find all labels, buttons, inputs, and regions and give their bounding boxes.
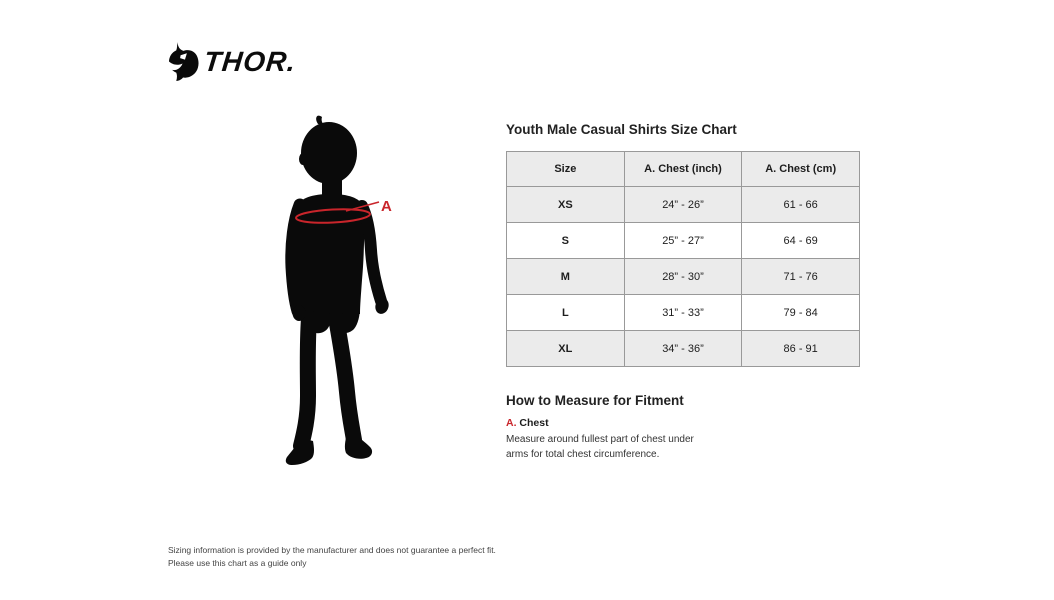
youth-silhouette-diagram	[270, 110, 460, 470]
measure-item-heading	[506, 417, 860, 429]
table-body	[507, 187, 860, 367]
disclaimer	[168, 544, 496, 570]
chest-cm-cell: 64 - 69	[742, 223, 860, 259]
chest-cm-cell: 61 - 66	[742, 187, 860, 223]
size-chart-table	[506, 151, 860, 367]
measure-item-chest	[506, 417, 860, 462]
chest-measure-label: A	[381, 198, 392, 215]
chest-cm-cell: 86 - 91	[742, 331, 860, 367]
disclaimer-line-2: Please use this chart as a guide only	[168, 558, 307, 569]
size-chart-section	[506, 122, 860, 462]
header-row	[507, 152, 860, 187]
chest-cm-cell: 79 - 84	[742, 295, 860, 331]
size-chart-title: Youth Male Casual Shirts Size Chart	[506, 122, 737, 137]
disclaimer-line-1: Sizing information is provided by the manufacturer and does not guarantee a perfect fit.	[168, 545, 496, 555]
measure-description: Measure around fullest part of chest under arms for total chest circumference.	[506, 434, 694, 460]
youth-silhouette	[286, 116, 391, 465]
brand-wordmark: THOR.	[202, 45, 298, 77]
chest-inch-cell: 25” - 27”	[624, 223, 742, 259]
column-header-size: Size	[507, 152, 625, 187]
column-header-chest-cm: A. Chest (cm)	[742, 152, 860, 187]
size-cell: XS	[507, 187, 625, 223]
table-row-xl	[507, 331, 860, 367]
measure-key: A.	[506, 417, 517, 429]
chest-inch-cell: 34” - 36”	[624, 331, 742, 367]
table-row-m	[507, 259, 860, 295]
size-cell: L	[507, 295, 625, 331]
brand-logo	[168, 42, 296, 81]
thor-helmet-icon	[168, 42, 199, 81]
column-header-chest-inch: A. Chest (inch)	[624, 152, 742, 187]
chest-inch-cell: 24” - 26”	[624, 187, 742, 223]
measure-name-label: Chest	[519, 417, 549, 429]
chest-inch-cell: 31” - 33”	[624, 295, 742, 331]
table-row-l	[507, 295, 860, 331]
size-cell: XL	[507, 331, 625, 367]
size-cell: S	[507, 223, 625, 259]
fitment-title: How to Measure for Fitment	[506, 393, 684, 408]
chest-cm-cell: 71 - 76	[742, 259, 860, 295]
table-header	[507, 152, 860, 187]
table-row-xs	[507, 187, 860, 223]
chest-inch-cell: 28” - 30”	[624, 259, 742, 295]
size-cell: M	[507, 259, 625, 295]
table-row-s	[507, 223, 860, 259]
